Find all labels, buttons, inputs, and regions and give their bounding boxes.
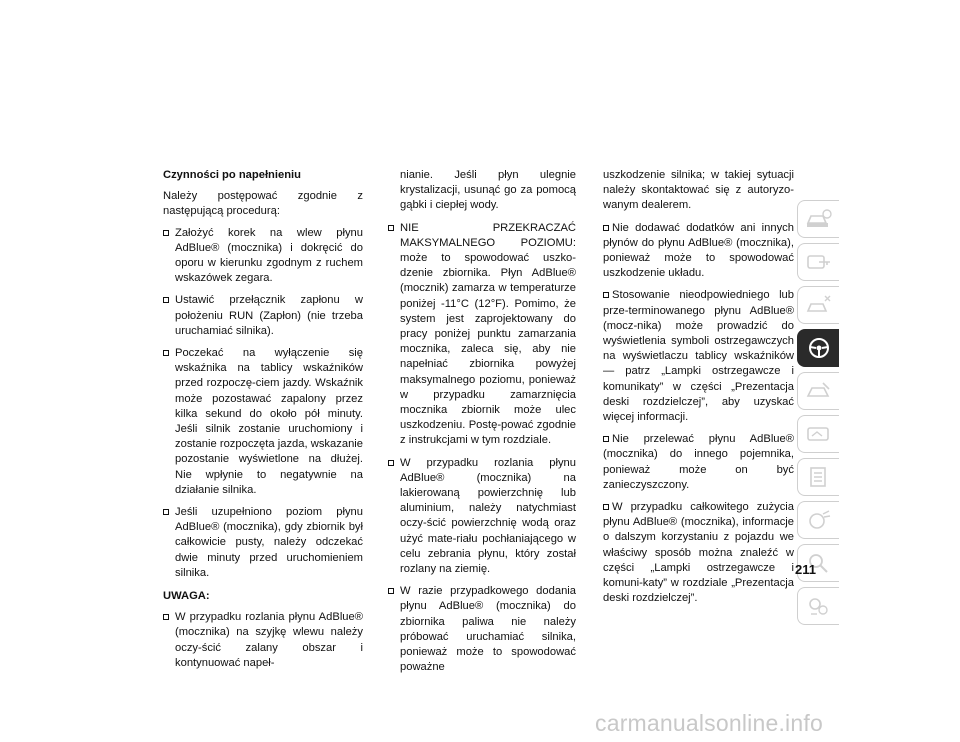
car-safety-icon: [805, 379, 833, 403]
square-bullet-icon: [163, 230, 169, 236]
multimedia-icon: [805, 508, 833, 532]
list-item: W przypadku całkowitego zużycia płynu AdBlue® (mocznika), informacje o dalszym korzystaniu z pojazdu we właściwy sposób można znaleźć w części „Lampki ostrzegawcze i komuni-katy” w rozdziale „Prezentacja deski rozdzielczej”.: [603, 501, 794, 605]
note-heading: UWAGA:: [163, 590, 210, 603]
steering-wheel-icon: [805, 336, 833, 360]
tab-car-safety[interactable]: [797, 372, 839, 410]
text-column-1: [163, 168, 363, 678]
list-item: Nie przelewać płynu AdBlue® (mocznika) do innego pojemnika, ponieważ może on być zanieczyszczony.: [603, 433, 794, 491]
square-bullet-icon: [603, 225, 609, 231]
specifications-icon: [805, 594, 833, 618]
square-bullet-icon: [388, 460, 394, 466]
square-bullet-icon: [603, 504, 609, 510]
square-bullet-icon: [163, 297, 169, 303]
tab-checklist[interactable]: [797, 458, 839, 496]
section-heading: Czynności po napełnieniu: [163, 169, 301, 181]
car-service-icon: [805, 422, 833, 446]
continued-paragraph: nianie. Jeśli płyn ulegnie krystalizacji, usunąć go za pomocą gąbki i ciepłej wody.: [400, 169, 576, 212]
car-info-icon: [805, 207, 833, 231]
list-item: W przypadku rozlania płynu AdBlue® (mocznika) na szyjkę wlewu należy oczy-ścić zalany obszar i kontynuować napeł-: [163, 610, 363, 671]
list-item: W przypadku rozlania płynu AdBlue® (mocznika) na lakierowaną powierzchnię lub aluminium, należy natychmiast oczy-ścić powierzchnię wodą oraz użyć mate-riału pochłaniającego w celu zebrania płynu, który został rozlany na ziemię.: [388, 456, 576, 578]
car-key-icon: [805, 250, 833, 274]
tab-car-controls[interactable]: [797, 286, 839, 324]
tab-instrument-panel[interactable]: [797, 329, 839, 367]
list-item: Stosowanie nieodpowiedniego lub prze-terminowanego płynu AdBlue® (mocz-nika) może prowadzić do wyświetlenia symboli ostrzegawczych na wyświetlaczu tablicy wskaźników — patrz „Lampki ostrzegawcze i komunikaty” w części „Prezentacja deski rozdzielczej”, aby uzyskać więcej informacji.: [603, 289, 794, 424]
text-column-3: [603, 168, 794, 613]
car-controls-icon: [805, 293, 833, 317]
continued-paragraph: uszkodzenie silnika; w takiej sytuacji należy skontaktować się z autoryzo-wanym dealerem.: [603, 169, 794, 212]
square-bullet-icon: [163, 350, 169, 356]
tab-specifications[interactable]: [797, 587, 839, 625]
text-column-2: [388, 168, 576, 683]
square-bullet-icon: [163, 509, 169, 515]
square-bullet-icon: [388, 588, 394, 594]
tab-car-key[interactable]: [797, 243, 839, 281]
list-item: Nie dodawać dodatków ani innych płynów do płynu AdBlue® (mocznika), ponieważ może to spowodować uszkodzenie układu.: [603, 221, 794, 280]
list-item: Założyć korek na wlew płynu AdBlue® (mocznika) i dokręcić do oporu w kierunku zgodnym z ruchem wskazówek zegara.: [163, 226, 363, 287]
square-bullet-icon: [388, 225, 394, 231]
square-bullet-icon: [163, 614, 169, 620]
tab-multimedia[interactable]: [797, 501, 839, 539]
list-item: Poczekać na wyłączenie się wskaźnika na tablicy wskaźników przed rozpoczę-ciem jazdy. Wskaźnik może pozostawać zapalony przez kilka sekund do około pół minuty. Jeśli silnik zostanie uruchomiony i zostanie rozpoczęta jazda, wskazanie pozostanie wyświetlone na dłużej. Nie wpłynie to negatywnie na działanie silnika.: [163, 346, 363, 498]
list-item: Jeśli uzupełniono poziom płynu AdBlue® (mocznika), gdy zbiornik był całkowicie pusty, należy odczekać dwie minuty przed uruchomieniem silnika.: [163, 505, 363, 581]
page-number: 211: [795, 562, 816, 577]
list-item: NIE PRZEKRACZAĆ MAKSYMALNEGO POZIOMU: może to spowodować uszko-dzenie zbiornika. Płyn AdBlue® (mocznik) zamarza w temperaturze poniżej -11°C (12°F). Pomimo, że system jest zaprojektowany do pracy poniżej punktu zamarzania mocznika, zaleca się, aby nie napełniać zbiornika powyżej maksymalnego poziomu, ponieważ w przypadku zamarznięcia mocznika zbiornik może ulec uszkodzeniu. Postę-pować zgodnie z instrukcjami w tym rozdziale.: [388, 221, 576, 449]
intro-paragraph: Należy postępować zgodnie z następującą procedurą:: [163, 190, 363, 218]
checklist-icon: [805, 465, 833, 489]
square-bullet-icon: [603, 292, 609, 298]
list-item: W razie przypadkowego dodania płynu AdBlue® (mocznika) do zbiornika paliwa nie należy próbować uruchamiać silnika, ponieważ może to spowodować poważne: [388, 584, 576, 675]
list-item: Ustawić przełącznik zapłonu w położeniu RUN (Zapłon) (nie trzeba uruchamiać silnika).: [163, 293, 363, 339]
square-bullet-icon: [603, 436, 609, 442]
tab-car-service[interactable]: [797, 415, 839, 453]
tab-car-info[interactable]: [797, 200, 839, 238]
watermark: carmanualsonline.info: [595, 710, 823, 736]
